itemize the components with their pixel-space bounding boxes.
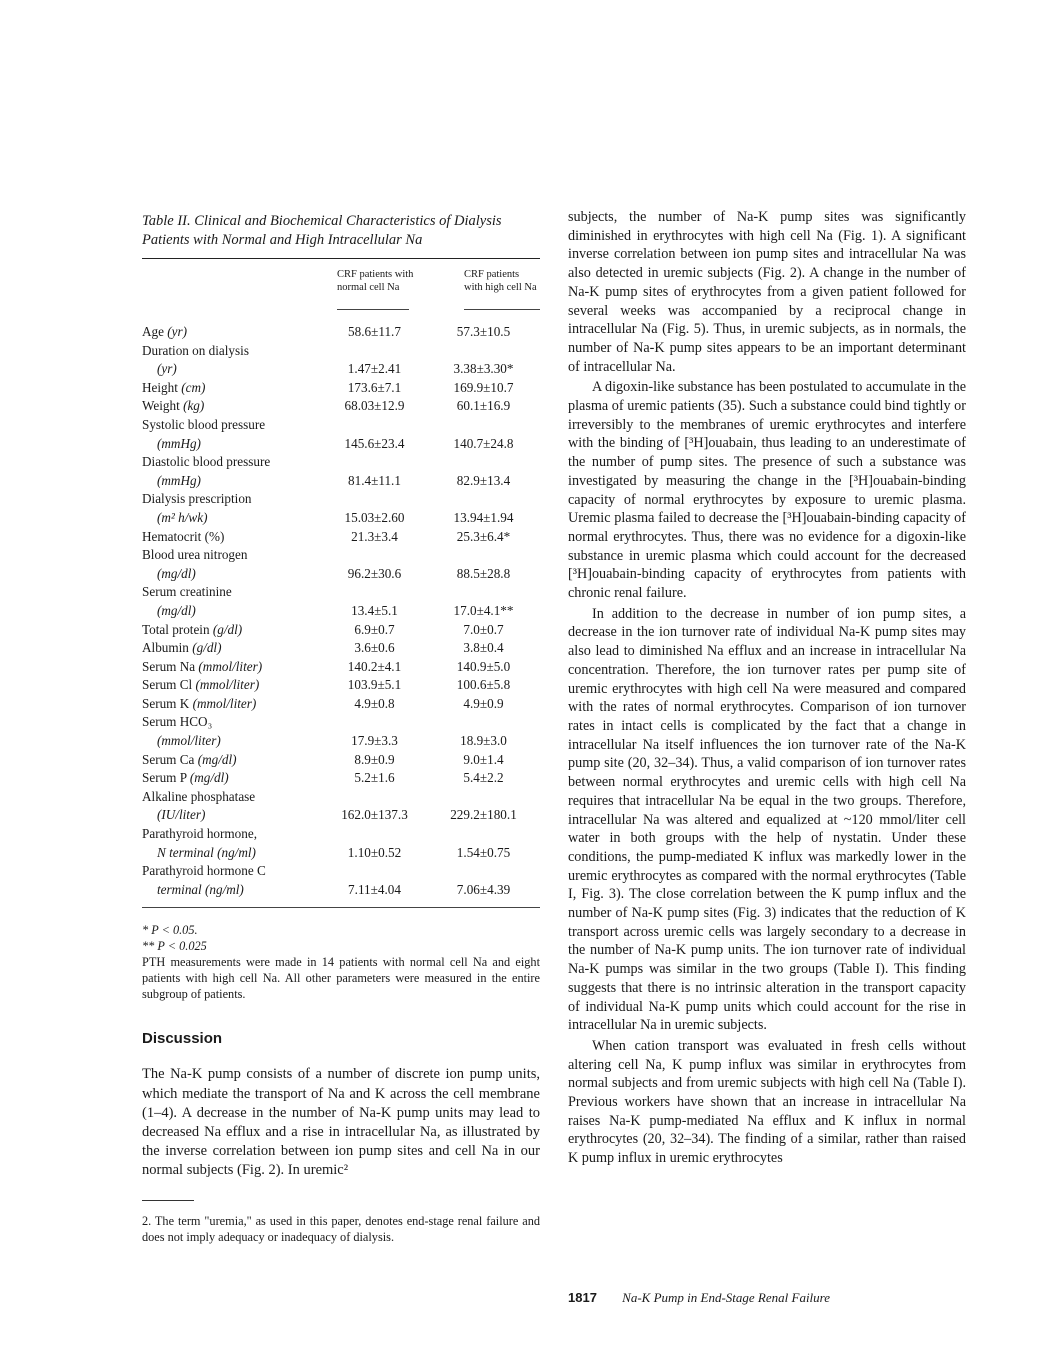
row-unit: (mmol/liter) bbox=[192, 695, 257, 711]
row-label bbox=[142, 621, 322, 640]
col1-header-rule bbox=[337, 309, 409, 310]
value-high-na: 17.0±4.1** bbox=[453, 602, 514, 618]
row-label bbox=[142, 416, 322, 435]
table-body bbox=[142, 317, 540, 907]
value-high-na bbox=[427, 342, 540, 361]
value-normal-na: 140.2±4.1 bbox=[347, 658, 402, 674]
value-normal-na bbox=[322, 825, 427, 844]
table-row bbox=[142, 546, 540, 565]
value-normal-na bbox=[322, 713, 427, 732]
value-high-na: 169.9±10.7 bbox=[453, 379, 514, 395]
value-normal-na bbox=[322, 788, 427, 807]
row-label bbox=[142, 732, 322, 751]
row-label-text: Serum Ca bbox=[142, 751, 195, 767]
table-row bbox=[142, 472, 540, 491]
table-row bbox=[142, 881, 540, 900]
row-label bbox=[142, 342, 322, 361]
row-unit: (mmol/liter) bbox=[195, 677, 260, 693]
value-high-na: 7.0±0.7 bbox=[463, 621, 504, 637]
table-row bbox=[142, 453, 540, 472]
row-unit: N terminal (ng/ml) bbox=[157, 844, 256, 860]
value-normal-na: 15.03±2.60 bbox=[344, 509, 405, 525]
table-header bbox=[142, 259, 540, 317]
value-normal-na bbox=[322, 583, 427, 602]
row-label-text: Blood urea nitrogen bbox=[142, 547, 248, 563]
note-pth: PTH measurements were made in 14 patients with normal cell Na and eight patients with high cell Na. All other parameters were measured in the entire subgroup of patients. bbox=[142, 955, 540, 1002]
row-label bbox=[142, 509, 322, 528]
row-label bbox=[142, 844, 322, 863]
right-paragraph-2: A digoxin-like substance has been postulated to accumulate in the plasma of uremic patients (35). Such a substance could bind tightly or irreversibly to the membranes of uremic erythrocytes and interfere with the binding of [³H]ouabain, thus leading to an underestimate of the number of pump sites. The presence of such a substance was investigated by measuring the change in the [³H]ouabain-binding capacity of normal erythrocytes by exposure to uremic plasma. Uremic plasma failed to decrease the [³H]ouabain-binding capacity of normal erythrocytes. Thus, there was no evidence for a digoxin-like substance in uremic plasma which could account for the decreased [³H]ouabain-binding capacity of erythrocytes from patients with chronic renal failure. bbox=[568, 379, 966, 602]
value-high-na bbox=[427, 490, 540, 509]
value-high-na: 9.0±1.4 bbox=[463, 751, 504, 767]
value-normal-na: 7.11±4.04 bbox=[348, 881, 401, 897]
row-label bbox=[142, 751, 322, 770]
row-label bbox=[142, 825, 322, 844]
value-high-na: 140.7±24.8 bbox=[453, 435, 514, 451]
table-row bbox=[142, 379, 540, 398]
value-normal-na bbox=[322, 342, 427, 361]
row-label bbox=[142, 881, 322, 900]
table-row bbox=[142, 397, 540, 416]
row-unit: (IU/liter) bbox=[157, 807, 206, 823]
value-high-na: 7.06±4.39 bbox=[456, 881, 511, 897]
row-label bbox=[142, 490, 322, 509]
value-normal-na: 5.2±1.6 bbox=[354, 770, 395, 786]
value-normal-na bbox=[322, 453, 427, 472]
table-row bbox=[142, 806, 540, 825]
row-label bbox=[142, 676, 322, 695]
row-label-text: Serum Cl bbox=[142, 677, 193, 693]
row-label-text: Diastolic blood pressure bbox=[142, 454, 271, 470]
table-row bbox=[142, 788, 540, 807]
right-paragraph-4: When cation transport was evaluated in fresh cells without altering cell Na, K pump influx was similar in erythrocytes from normal subjects and from uremic subjects with high cell Na (Table I). Previous workers have shown that an increase in intracellular Na raises Na-K pump-mediated Na efflux and K influx in normal erythrocytes (20, 32–34). The finding of a similar, rather than raised K pump influx in uremic erythrocytes bbox=[568, 1037, 966, 1167]
table-row bbox=[142, 621, 540, 640]
value-high-na bbox=[427, 862, 540, 881]
value-high-na: 1.54±0.75 bbox=[456, 844, 511, 860]
value-normal-na: 21.3±3.4 bbox=[351, 528, 398, 544]
row-unit: (yr) bbox=[167, 324, 188, 339]
footnote: 2. The term "uremia," as used in this paper, denotes end-stage renal failure and does not imply adequacy or inadequacy of dialysis. bbox=[142, 1214, 540, 1244]
table-row bbox=[142, 713, 540, 732]
table-row bbox=[142, 602, 540, 621]
value-normal-na: 81.4±11.1 bbox=[348, 472, 401, 488]
table-row bbox=[142, 751, 540, 770]
value-normal-na: 68.03±12.9 bbox=[344, 398, 405, 414]
value-high-na: 18.9±3.0 bbox=[460, 733, 507, 749]
row-label-text: Serum creatinine bbox=[142, 584, 232, 600]
table-row bbox=[142, 360, 540, 379]
row-label-text: Weight bbox=[142, 398, 180, 414]
row-label bbox=[142, 323, 322, 342]
value-high-na bbox=[427, 825, 540, 844]
table-row bbox=[142, 676, 540, 695]
row-label bbox=[142, 602, 322, 621]
row-label bbox=[142, 788, 322, 807]
value-normal-na: 96.2±30.6 bbox=[347, 565, 402, 581]
value-normal-na: 162.0±137.3 bbox=[341, 807, 408, 823]
row-unit: (kg) bbox=[183, 398, 205, 414]
row-unit: (mg/dl) bbox=[157, 602, 196, 618]
value-high-na: 13.94±1.94 bbox=[453, 509, 514, 525]
row-unit: (m² h/wk) bbox=[157, 509, 208, 525]
discussion-paragraph: The Na-K pump consists of a number of discrete ion pump units, which mediate the transport of Na and K across the cell membrane (1–4). A decrease in the number of Na-K pump units may lead to decreased Na efflux and a rise in intracellular Na, as illustrated by the inverse correlation between ion pump sites and cell Na in our normal subjects (Fig. 2). In uremic² bbox=[142, 1066, 540, 1179]
value-high-na: 100.6±5.8 bbox=[456, 677, 511, 693]
row-label-text: Albumin bbox=[142, 640, 189, 656]
table-row bbox=[142, 342, 540, 361]
value-normal-na: 145.6±23.4 bbox=[344, 435, 405, 451]
value-high-na: 140.9±5.0 bbox=[456, 658, 511, 674]
row-unit: (mmol/liter) bbox=[157, 733, 221, 749]
value-normal-na: 173.6±7.1 bbox=[347, 379, 402, 395]
table-row bbox=[142, 490, 540, 509]
value-high-na bbox=[427, 788, 540, 807]
value-high-na: 25.3±6.4* bbox=[456, 528, 511, 544]
table-bottom-rule bbox=[142, 907, 540, 908]
col2-header-rule bbox=[464, 309, 540, 310]
table-row bbox=[142, 639, 540, 658]
value-normal-na: 1.47±2.41 bbox=[347, 361, 402, 377]
table-row bbox=[142, 695, 540, 714]
table-row bbox=[142, 583, 540, 602]
note-significance-2: ** P < 0.025 bbox=[142, 939, 207, 954]
value-normal-na: 3.6±0.6 bbox=[354, 640, 395, 656]
value-high-na: 3.38±3.30* bbox=[453, 361, 514, 377]
table-row bbox=[142, 825, 540, 844]
value-high-na: 3.8±0.4 bbox=[463, 640, 504, 656]
table-row bbox=[142, 844, 540, 863]
row-label bbox=[142, 713, 322, 732]
value-normal-na bbox=[322, 546, 427, 565]
right-paragraph-3: In addition to the decrease in number of ion pump sites, a decrease in the ion turnover rate of individual Na-K pump sites may also lead to diminished Na efflux and an increase in intracellular Na concentration. Therefore, the ion turnover rates per pump site of uremic erythrocytes with high cell Na were measured and compared with the rates of normal erythrocytes. Comparison of ion turnover rates in intact cells is complicated by the fact that a change in intracellular Na itself influences the ion turnover rate of the Na-K pump site (20, 32–34). Thus, a valid comparison of ion turnover rates between normal erythrocytes and uremic cells with high cell Na requires that intracellular Na be equal in the two groups. Therefore, intracellular Na was altered and equalized at ~120 mmol/liter cell water in both groups with the help of nystatin. Under these conditions, the pump-mediated K influx was markedly lower in the uremic erythrocytes as compared with the normal erythrocytes (Table I, Fig. 3). The close correlation between the K pump influx and the number of Na-K pump sites (Fig. 3) indicates that the reduction of K transport across uremic cells was largely secondary to a decrease in the number of Na-K pump units. The ion turnover rate of individual Na-K pumps was similar in the two groups (Table I). This finding suggests that there is no intrinsic alteration in the transport capacity of individual Na-K pump units which could account for the rise in intracellular Na in uremic subjects. bbox=[568, 605, 966, 1034]
row-label bbox=[142, 397, 322, 416]
row-label-text: Systolic blood pressure bbox=[142, 416, 266, 432]
row-label-text: Serum Na bbox=[142, 658, 196, 674]
row-label-text: Duration on dialysis bbox=[142, 342, 249, 358]
value-normal-na: 17.9±3.3 bbox=[351, 733, 398, 749]
row-unit: (cm) bbox=[181, 379, 206, 395]
col2-header: CRF patients with high cell Na bbox=[464, 269, 537, 293]
page-footer bbox=[568, 1290, 830, 1306]
row-label bbox=[142, 546, 322, 565]
row-label-text: Total protein bbox=[142, 621, 210, 637]
value-high-na bbox=[427, 583, 540, 602]
value-normal-na: 13.4±5.1 bbox=[351, 602, 398, 618]
row-label bbox=[142, 639, 322, 658]
value-high-na: 5.4±2.2 bbox=[463, 770, 504, 786]
row-label-text: Height bbox=[142, 379, 178, 395]
value-high-na bbox=[427, 546, 540, 565]
table-row bbox=[142, 862, 540, 881]
value-normal-na: 8.9±0.9 bbox=[354, 751, 395, 767]
value-normal-na bbox=[322, 490, 427, 509]
row-unit: (mg/dl) bbox=[197, 751, 237, 767]
value-high-na bbox=[427, 416, 540, 435]
row-label-text: Serum K bbox=[142, 695, 190, 711]
right-column bbox=[568, 208, 966, 1168]
row-label-text: Alkaline phosphatase bbox=[142, 788, 256, 804]
row-label-text: Serum HCO₃ bbox=[142, 714, 213, 730]
row-label bbox=[142, 806, 322, 825]
page-number: 1817 bbox=[568, 1290, 597, 1305]
value-high-na: 88.5±28.8 bbox=[456, 565, 511, 581]
row-label-text: Parathyroid hormone C bbox=[142, 863, 266, 879]
table-notes bbox=[142, 922, 540, 1002]
row-unit: terminal (ng/ml) bbox=[157, 881, 244, 897]
table-caption: Table II. Clinical and Biochemical Characteristics of Dialysis Patients with Normal and High Intracellular Na bbox=[142, 213, 502, 248]
value-normal-na bbox=[322, 862, 427, 881]
value-high-na: 82.9±13.4 bbox=[456, 472, 511, 488]
row-unit: (mg/dl) bbox=[189, 770, 229, 786]
row-label bbox=[142, 453, 322, 472]
row-unit: (mmHg) bbox=[157, 472, 201, 488]
row-unit: (g/dl) bbox=[192, 640, 222, 656]
table-row bbox=[142, 416, 540, 435]
row-label-text: Parathyroid hormone, bbox=[142, 826, 257, 842]
note-significance-1: * P < 0.05. bbox=[142, 923, 198, 938]
running-title: Na-K Pump in End-Stage Renal Failure bbox=[622, 1290, 831, 1305]
row-label bbox=[142, 769, 322, 788]
value-normal-na: 1.10±0.52 bbox=[347, 844, 402, 860]
value-normal-na: 6.9±0.7 bbox=[354, 621, 395, 637]
value-high-na: 229.2±180.1 bbox=[450, 807, 517, 823]
row-label bbox=[142, 658, 322, 677]
table-row bbox=[142, 769, 540, 788]
left-column bbox=[142, 212, 540, 1181]
table-row bbox=[142, 565, 540, 584]
value-high-na: 4.9±0.9 bbox=[463, 695, 504, 711]
value-normal-na: 58.6±11.7 bbox=[348, 324, 401, 339]
footnote-rule bbox=[142, 1200, 194, 1201]
row-unit: (mg/dl) bbox=[157, 565, 196, 581]
row-label bbox=[142, 472, 322, 491]
row-label bbox=[142, 583, 322, 602]
table-row bbox=[142, 732, 540, 751]
table-row bbox=[142, 658, 540, 677]
row-label bbox=[142, 379, 322, 398]
row-unit: (g/dl) bbox=[212, 621, 243, 637]
row-label-text: Serum P bbox=[142, 770, 187, 786]
row-unit: (mmol/liter) bbox=[198, 658, 263, 674]
value-high-na: 60.1±16.9 bbox=[456, 398, 511, 414]
value-high-na: 57.3±10.5 bbox=[456, 324, 511, 339]
value-high-na bbox=[427, 713, 540, 732]
value-normal-na: 103.9±5.1 bbox=[347, 677, 402, 693]
row-label-text: Hematocrit (%) bbox=[142, 528, 225, 544]
discussion-heading: Discussion bbox=[142, 1030, 223, 1048]
row-label-text: Age bbox=[142, 324, 164, 339]
row-label bbox=[142, 695, 322, 714]
right-paragraph-1: subjects, the number of Na-K pump sites was significantly diminished in erythrocytes with high cell Na (Fig. 1). A significant inverse correlation between ion pump sites and intracellular Na was also detected in uremic subjects (Fig. 2). A change in the number of Na-K pump sites of erythrocytes from a given patient followed for several weeks was accompanied by a reciprocal change in intracellular Na (Fig. 5). Thus, in uremic subjects, as in normals, the number of Na-K pump sites appears to be an important determinant of intracellular Na. bbox=[568, 209, 966, 375]
table-row bbox=[142, 509, 540, 528]
col1-header: CRF patients with normal cell Na bbox=[337, 269, 414, 293]
value-high-na bbox=[427, 453, 540, 472]
row-label bbox=[142, 360, 322, 379]
table-row bbox=[142, 528, 540, 547]
table-row bbox=[142, 435, 540, 454]
row-label bbox=[142, 565, 322, 584]
row-label bbox=[142, 528, 322, 547]
row-label bbox=[142, 862, 322, 881]
row-unit: (mmHg) bbox=[157, 435, 201, 451]
value-normal-na bbox=[322, 416, 427, 435]
value-normal-na: 4.9±0.8 bbox=[354, 695, 395, 711]
table-row bbox=[142, 323, 540, 342]
row-label bbox=[142, 435, 322, 454]
row-unit: (yr) bbox=[157, 361, 177, 377]
row-label-text: Dialysis prescription bbox=[142, 491, 252, 507]
